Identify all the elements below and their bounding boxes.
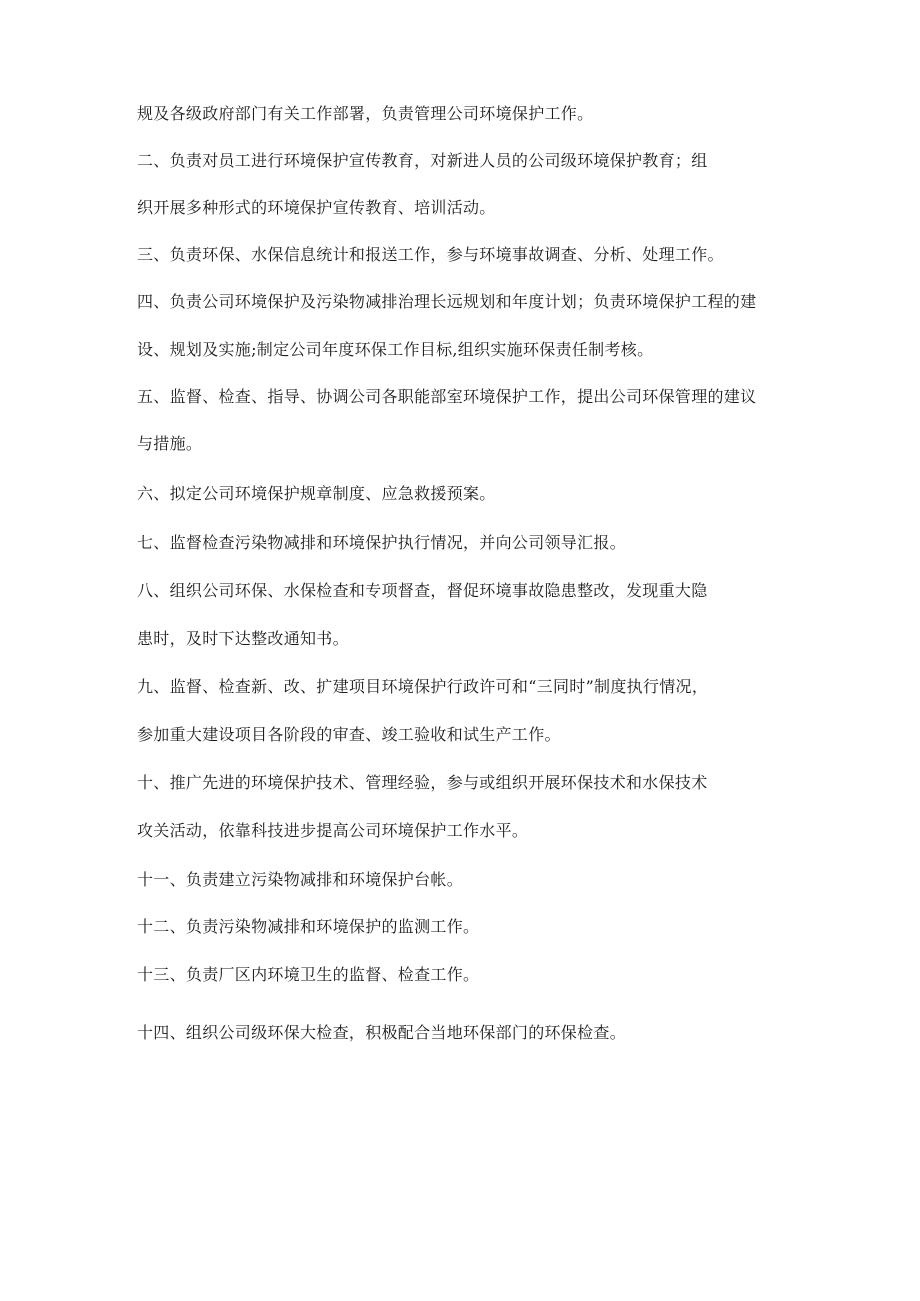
text-line: 六、拟定公司环境保护规章制度、应急救援预案。 <box>137 484 496 503</box>
text-line: 三、负责环保、水保信息统计和报送工作，参与环境事故调查、分析、处理工作。 <box>137 245 724 264</box>
text-line: 七、监督检查污染物减排和环境保护执行情况，并向公司领导汇报。 <box>137 533 627 552</box>
text-line: 二、负责对员工进行环境保护宣传教育，对新进人员的公司级环境保护教育；组 <box>137 151 708 170</box>
text-line: 十二、负责污染物减排和环境保护的监测工作。 <box>137 917 480 936</box>
text-line: 参加重大建设项目各阶段的审查、竣工验收和试生产工作。 <box>137 725 561 744</box>
text-line: 设、规划及实施;制定公司年度环保工作目标,组织实施环保责任制考核。 <box>137 340 654 359</box>
text-line: 八、组织公司环保、水保检查和专项督查，督促环境事故隐患整改，发现重大隐 <box>137 581 708 600</box>
text-line: 与措施。 <box>137 434 203 453</box>
text-line: 四、负责公司环境保护及污染物减排治理长远规划和年度计划；负责环境保护工程的建 <box>137 292 757 311</box>
text-line: 十三、负责厂区内环境卫生的监督、检查工作。 <box>137 965 480 984</box>
text-line: 织开展多种形式的环境保护宣传教育、培训活动。 <box>137 198 496 217</box>
text-line: 规及各级政府部门有关工作部署，负责管理公司环境保护工作。 <box>137 104 594 123</box>
text-line: 攻关活动，依靠科技进步提高公司环境保护工作水平。 <box>137 821 529 840</box>
text-line: 九、监督、检查新、改、扩建项目环境保护行政许可和“三同时”制度执行情况， <box>137 677 709 696</box>
text-line: 患时，及时下达整改通知书。 <box>137 629 349 648</box>
text-line: 十四、组织公司级环保大检查，积极配合当地环保部门的环保检查。 <box>137 1023 627 1042</box>
text-line: 五、监督、检查、指导、协调公司各职能部室环境保护工作，提出公司环保管理的建议 <box>137 387 757 406</box>
text-line: 十、推广先进的环境保护技术、管理经验，参与或组织开展环保技术和水保技术 <box>137 773 708 792</box>
text-line: 十一、负责建立污染物减排和环境保护台帐。 <box>137 870 464 889</box>
